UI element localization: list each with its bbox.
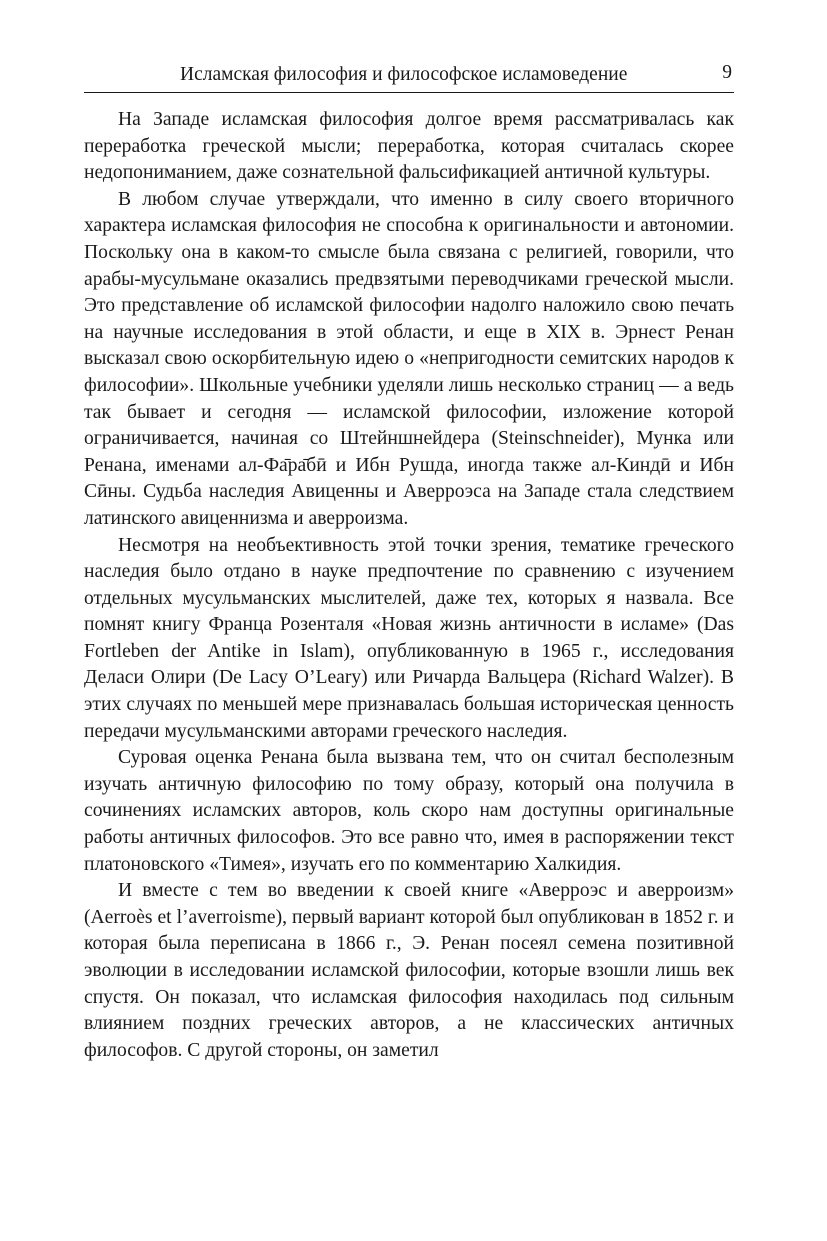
paragraph-5: И вместе с тем во введении к своей книге «Аверроэс и аверроизм» (Aerroès et l’averroisme), первый вариант которой был опубликован в 1852 г. и которая была переписана в 1866 г., Э. Ренан посеял семена позитивной эволюции в исследовании исламской философии, которые взошли лишь век спустя. Он показал, что исламская философия находилась под сильным влиянием поздних греческих авторов, а не классических античных философов. С другой стороны, он заметил (84, 880, 734, 1061)
paragraph-2: В любом случае утверждали, что именно в силу своего вторичного характера исламская философия не способна к оригинальности и автономии. Поскольку она в каком-то смысле была связана с религией, говорили, что арабы-мусульмане оказались предвзятыми переводчиками греческой мысли. Это представление об исламской философии надолго наложило свою печать на научные исследования в этой области, и еще в XIX в. Эрнест Ренан высказал свою оскорбительную идею о «непригодности семитских народов к философии». Школьные учебники уделяли лишь несколько страниц — а ведь так бывает и сегодня — исламской философии, изложение которой ограничивается, начиная со Штейншнейдера (Steinschneider), Мунка или Ренана, именами ал-Фа̄ра̄бӣ и Ибн Рушда, иногда также ал-Киндӣ и Ибн Сӣны. Судьба наследия Авиценны и Аверроэса на Западе стала следствием латинского авиценнизма и аверроизма. (84, 188, 734, 529)
book-page (84, 56, 734, 1064)
running-head (84, 56, 734, 93)
paragraph-4: Суровая оценка Ренана была вызвана тем, что он считал бесполезным изучать античную философию по тому образу, который она получила в сочинениях исламских авторов, коль скоро нам доступны оригинальные работы античных философов. Это все равно что, имея в распоряжении текст платоновского «Тимея», изучать его по комментарию Халкидия. (84, 747, 734, 875)
paragraph-1: На Западе исламская философия долгое время рассматривалась как переработка греческой мысли; переработка, которая считалась скорее недопониманием, даже сознательной фальсификацией античной культуры. (84, 109, 734, 184)
body-text (84, 107, 734, 1064)
paragraph-3: Несмотря на необъективность этой точки зрения, тематике греческого наследия было отдано в науке предпочтение по сравнению с изучением отдельных мусульманских мыслителей, даже тех, которых я назвала. Все помнят книгу Франца Розенталя «Новая жизнь античности в исламе» (Das Fortleben der Antike in Islam), опубликованную в 1965 г., исследования Деласи Олири (De Lacy O’Leary) или Ричарда Вальцера (Richard Walzer). В этих случаях по меньшей мере признавалась большая историческая ценность передачи мусульманскими авторами греческого наследия. (84, 534, 734, 742)
running-title: Исламская философия и философское исламоведение (180, 64, 628, 85)
page-number: 9 (722, 62, 732, 83)
